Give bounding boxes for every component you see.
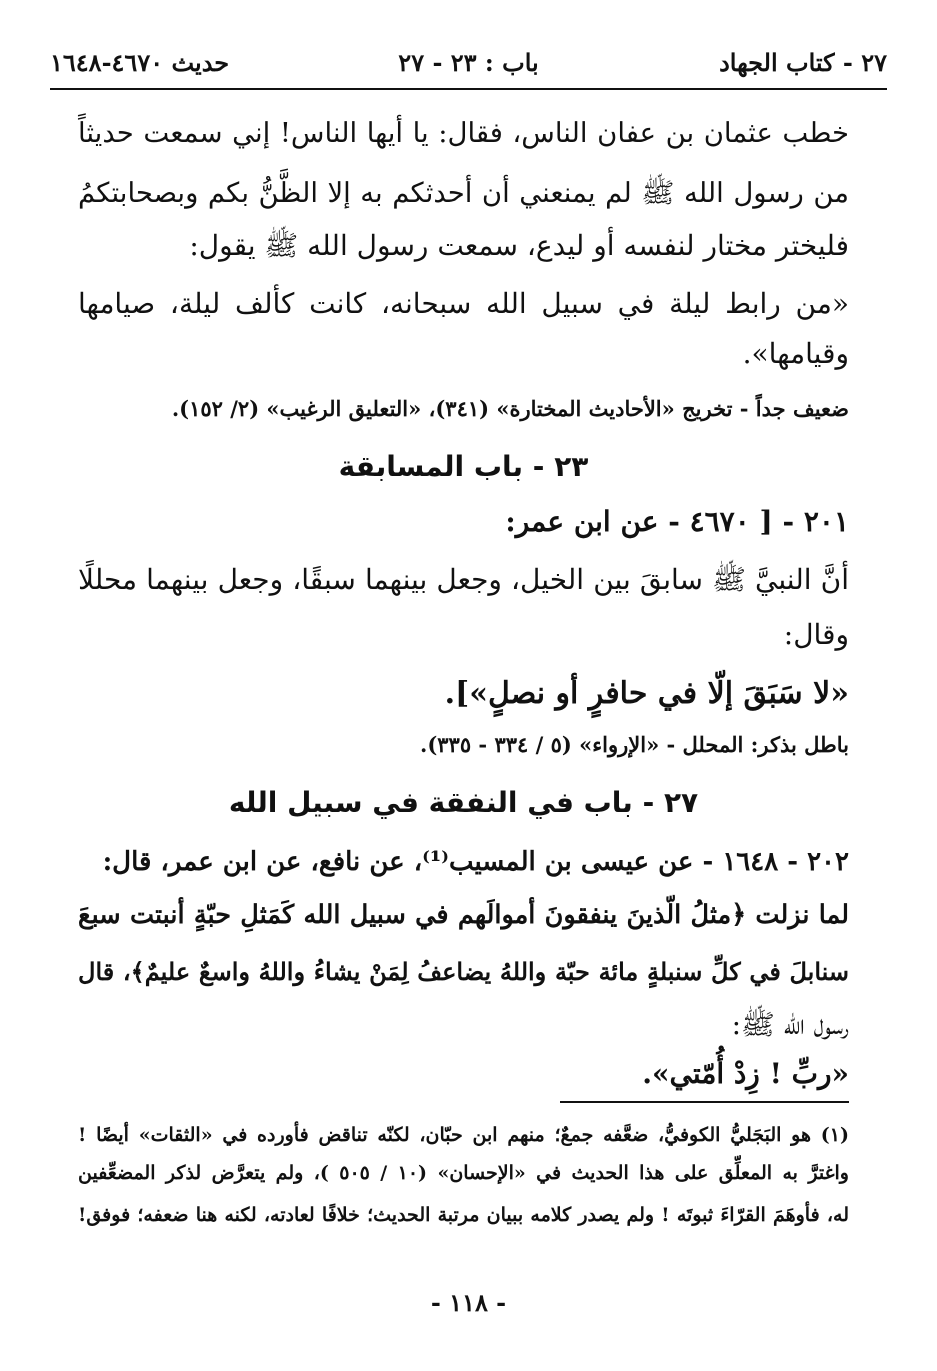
chapter-heading: ٢٣ - باب المسابقة — [338, 450, 589, 483]
hadith-quote-line: «ربِّ ! زِدْ أُمّتي». — [642, 1057, 849, 1090]
hadith-quote-line: وقيامها». — [742, 337, 849, 370]
hadith-number-line: ٢٠٢ - ١٦٤٨ - عن عيسى بن المسيب⁽¹⁾، عن نافع، عن ابن عمر، قال: — [102, 847, 849, 877]
grading-note: ضعيف جداً - تخريج «الأحاديث المختارة» (٣٤١)، «التعليق الرغيب» (٢/ ١٥٢). — [171, 396, 849, 421]
header-divider — [50, 88, 887, 90]
footnote-line: واغترَّ به المعلِّق على هذا الحديث في «الإحسان» (١٠ / ٥٠٥ )، ولم يتعرَّض لذكر المضعِّفين — [78, 1162, 849, 1184]
text-line: من رسول الله ﷺ لم يمنعني أن أحدثكم به إلا الظَّنُّ بكم وبصحابتكمُ — [78, 177, 849, 209]
footnote-line: (١) هو البَجَليُّ الكوفيُّ، ضعَّفه جمعٌ؛ منهم ابن حبّان، لكنّه تناقض فأورده في «الثقات» أيضًا ! — [78, 1124, 849, 1146]
hadith-number-line: ٢٠١ - [ ٤٦٧٠ - عن ابن عمر: — [505, 505, 849, 538]
grading-note: باطل بذكر: المحلل - «الإرواء» (٥ / ٣٣٤ - ٣٣٥). — [420, 732, 849, 757]
quran-verse-line: لما نزلت ﴿مثلُ الّذينَ ينفقونَ أموالَهم في سبيل الله كَمَثلِ حبّةٍ أنبتت سبعَ — [78, 900, 849, 930]
text-line: فليختر مختار لنفسه أو ليدع، سمعت رسول الله ﷺ يقول: — [189, 229, 849, 262]
header-hadith-range: حديث ٤٦٧٠-١٦٤٨ — [50, 48, 230, 77]
running-header — [50, 40, 887, 88]
footnote-divider — [560, 1101, 849, 1103]
text-line: خطب عثمان بن عفان الناس، فقال: يا أيها الناس! إني سمعت حديثاً — [78, 117, 849, 149]
page-number: - ١١٨ - — [430, 1288, 507, 1317]
header-book-title: ٢٧ - كتاب الجهاد — [719, 48, 887, 77]
footnote-line: له، فأوهَمَ القرّاءَ ثبوتَه ! ولم يصدر كلامه ببيان مرتبة الحديث؛ خلافًا لعادته، لكنه هنا ضعفه؛ فوفق! — [78, 1204, 849, 1226]
text-line: أنَّ النبيَّ ﷺ سابقَ بين الخيل، وجعل بينهما سبقًا، وجعل بينهما محللًا — [78, 563, 849, 596]
text-line: رسول الله ﷺ: — [731, 1008, 849, 1041]
quran-verse-line: سنابلَ في كلِّ سنبلةٍ مائة حبّة واللهُ يضاعفُ لِمَنْ يشاءُ واللهُ واسعٌ عليمٌ﴾، قال — [78, 957, 849, 986]
hadith-quote-line: «من رابط ليلة في سبيل الله سبحانه، كانت كألف ليلة، صيامها — [78, 287, 849, 320]
chapter-heading: ٢٧ - باب في النفقة في سبيل الله — [228, 786, 699, 819]
text-line: وقال: — [783, 618, 849, 651]
header-chapter-range: باب : ٢٣ - ٢٧ — [398, 48, 539, 77]
hadith-quote-line: «لا سَبَقَ إلّا في حافرٍ أو نصلٍ»]. — [444, 676, 849, 711]
